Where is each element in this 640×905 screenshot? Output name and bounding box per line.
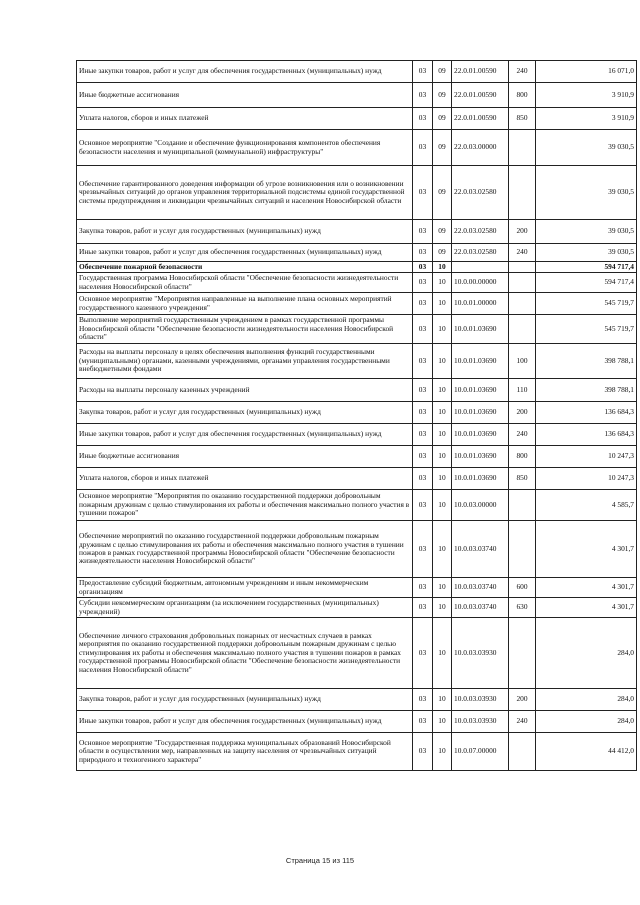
cell-expense-type — [509, 166, 536, 220]
cell-subsection: 09 — [433, 83, 452, 108]
cell-amount: 10 247,3 — [536, 468, 637, 490]
cell-section: 03 — [413, 424, 433, 446]
cell-section: 03 — [413, 262, 433, 273]
table-row — [77, 108, 637, 130]
cell-amount: 16 071,0 — [536, 61, 637, 83]
cell-name: Иные закупки товаров, работ и услуг для обеспечения государственных (муниципальных) нужд — [77, 61, 413, 83]
cell-subsection: 09 — [433, 166, 452, 220]
cell-name: Обеспечение мероприятий по оказанию государственной поддержки добровольным пожарным дружинам с целью стимулирования их работы и обеспечения максимально полного участия в тушении пожаров в рамках государственной программы Новосибирской области "Обеспечение безопасности жизнедеятельности населения Новосибирской области" — [77, 521, 413, 578]
cell-amount: 594 717,4 — [536, 262, 637, 273]
cell-target-article — [452, 262, 509, 273]
page-number: Страница 15 из 115 — [285, 856, 355, 865]
table-row — [77, 490, 637, 521]
table-row — [77, 244, 637, 262]
cell-amount: 545 719,7 — [536, 315, 637, 344]
cell-subsection: 10 — [433, 711, 452, 733]
cell-subsection: 09 — [433, 61, 452, 83]
cell-subsection: 10 — [433, 262, 452, 273]
cell-target-article: 10.0.01.03690 — [452, 402, 509, 424]
cell-target-article: 10.0.03.00000 — [452, 490, 509, 521]
cell-section: 03 — [413, 293, 433, 315]
cell-subsection: 10 — [433, 293, 452, 315]
cell-amount: 4 301,7 — [536, 521, 637, 578]
cell-target-article: 10.0.07.00000 — [452, 733, 509, 771]
cell-expense-type: 600 — [509, 578, 536, 598]
cell-subsection: 10 — [433, 618, 452, 689]
cell-target-article: 10.0.03.03740 — [452, 578, 509, 598]
table-row — [77, 166, 637, 220]
cell-amount: 39 030,5 — [536, 130, 637, 166]
cell-name: Государственная программа Новосибирской области "Обеспечение безопасности жизнедеятельности населения Новосибирской области" — [77, 273, 413, 293]
cell-name: Закупка товаров, работ и услуг для государственных (муниципальных) нужд — [77, 402, 413, 424]
cell-expense-type: 240 — [509, 711, 536, 733]
cell-target-article: 10.0.03.03930 — [452, 689, 509, 711]
cell-expense-type: 200 — [509, 402, 536, 424]
table-row — [77, 130, 637, 166]
cell-amount: 4 301,7 — [536, 598, 637, 618]
cell-target-article: 22.0.01.00590 — [452, 83, 509, 108]
cell-expense-type: 850 — [509, 468, 536, 490]
cell-expense-type: 240 — [509, 424, 536, 446]
cell-expense-type: 800 — [509, 83, 536, 108]
cell-section: 03 — [413, 402, 433, 424]
cell-subsection: 10 — [433, 578, 452, 598]
cell-target-article: 10.0.01.03690 — [452, 468, 509, 490]
cell-target-article: 10.0.01.03690 — [452, 344, 509, 379]
cell-expense-type — [509, 618, 536, 689]
cell-name: Обеспечение личного страхования добровольных пожарных от несчастных случаев в рамках мероприятия по оказанию государственной поддержки добровольным пожарным дружинам с целью стимулирования их работы и обеспечения максимально полного участия в тушении пожаров в рамках государственной программы Новосибирской области "Обеспечение безопасности жизнедеятельности населения Новосибирской области" — [77, 618, 413, 689]
cell-section: 03 — [413, 578, 433, 598]
cell-section: 03 — [413, 598, 433, 618]
cell-expense-type — [509, 130, 536, 166]
cell-target-article: 22.0.03.02580 — [452, 220, 509, 244]
cell-name: Иные бюджетные ассигнования — [77, 446, 413, 468]
table-row — [77, 379, 637, 402]
cell-section: 03 — [413, 521, 433, 578]
table-row — [77, 689, 637, 711]
cell-expense-type: 110 — [509, 379, 536, 402]
cell-expense-type — [509, 293, 536, 315]
cell-subsection: 10 — [433, 490, 452, 521]
cell-section: 03 — [413, 244, 433, 262]
table-row — [77, 315, 637, 344]
cell-amount: 39 030,5 — [536, 166, 637, 220]
cell-amount: 10 247,3 — [536, 446, 637, 468]
cell-name: Основное мероприятие "Мероприятия направленные на выполнение плана основных мероприятий государственного казенного учреждения" — [77, 293, 413, 315]
table-row — [77, 618, 637, 689]
cell-subsection: 10 — [433, 402, 452, 424]
cell-amount: 136 684,3 — [536, 402, 637, 424]
cell-name: Предоставление субсидий бюджетным, автономным учреждениям и иным некоммерческим организациям — [77, 578, 413, 598]
cell-subsection: 10 — [433, 446, 452, 468]
cell-amount: 39 030,5 — [536, 220, 637, 244]
cell-name: Иные закупки товаров, работ и услуг для обеспечения государственных (муниципальных) нужд — [77, 424, 413, 446]
table-row — [77, 273, 637, 293]
cell-section: 03 — [413, 490, 433, 521]
cell-target-article: 10.0.01.03690 — [452, 315, 509, 344]
cell-amount: 398 788,1 — [536, 344, 637, 379]
cell-name: Основное мероприятие "Мероприятия по оказанию государственной поддержки добровольным пожарным дружинам с целью стимулирования их работы и обеспечения максимально полного участия в тушении пожаров" — [77, 490, 413, 521]
table-row — [77, 468, 637, 490]
cell-amount: 284,0 — [536, 711, 637, 733]
cell-name: Расходы на выплаты персоналу казенных учреждений — [77, 379, 413, 402]
cell-target-article: 10.0.03.03740 — [452, 521, 509, 578]
cell-target-article: 10.0.01.03690 — [452, 424, 509, 446]
cell-name: Иные закупки товаров, работ и услуг для обеспечения государственных (муниципальных) нужд — [77, 711, 413, 733]
cell-subsection: 10 — [433, 598, 452, 618]
cell-name: Субсидии некоммерческим организациям (за исключением государственных (муниципальных) учреждений) — [77, 598, 413, 618]
cell-expense-type — [509, 315, 536, 344]
cell-section: 03 — [413, 344, 433, 379]
table-row — [77, 424, 637, 446]
budget-table-body — [77, 61, 637, 771]
cell-expense-type — [509, 273, 536, 293]
table-row — [77, 83, 637, 108]
budget-table — [76, 60, 637, 771]
cell-name: Уплата налогов, сборов и иных платежей — [77, 108, 413, 130]
table-row — [77, 521, 637, 578]
cell-name: Иные бюджетные ассигнования — [77, 83, 413, 108]
cell-section: 03 — [413, 446, 433, 468]
cell-expense-type: 240 — [509, 61, 536, 83]
cell-section: 03 — [413, 618, 433, 689]
cell-name: Уплата налогов, сборов и иных платежей — [77, 468, 413, 490]
cell-section: 03 — [413, 61, 433, 83]
cell-name: Расходы на выплаты персоналу в целях обеспечения выполнения функций государственными (муниципальными) органами, казенными учреждениями, органами управления государственными внебюджетными фондами — [77, 344, 413, 379]
cell-section: 03 — [413, 220, 433, 244]
cell-subsection: 10 — [433, 273, 452, 293]
cell-subsection: 10 — [433, 424, 452, 446]
cell-amount: 44 412,0 — [536, 733, 637, 771]
cell-subsection: 09 — [433, 244, 452, 262]
cell-expense-type: 100 — [509, 344, 536, 379]
cell-name: Закупка товаров, работ и услуг для государственных (муниципальных) нужд — [77, 220, 413, 244]
cell-amount: 136 684,3 — [536, 424, 637, 446]
cell-target-article: 10.0.03.03930 — [452, 618, 509, 689]
cell-amount: 284,0 — [536, 618, 637, 689]
cell-section: 03 — [413, 166, 433, 220]
cell-target-article: 22.0.03.00000 — [452, 130, 509, 166]
cell-target-article: 10.0.03.03930 — [452, 711, 509, 733]
cell-subsection: 10 — [433, 468, 452, 490]
cell-expense-type: 630 — [509, 598, 536, 618]
cell-subsection: 10 — [433, 315, 452, 344]
cell-name: Основное мероприятие "Создание и обеспечение функционирования компонентов обеспечения безопасности населения и муниципальной (коммунальной) инфраструктуры" — [77, 130, 413, 166]
cell-subsection: 10 — [433, 379, 452, 402]
cell-target-article: 10.0.01.03690 — [452, 446, 509, 468]
cell-name: Выполнение мероприятий государственным учреждением в рамках государственной программы Новосибирской области "Обеспечение безопасности жизнедеятельности населения Новосибирской области" — [77, 315, 413, 344]
cell-subsection: 09 — [433, 220, 452, 244]
cell-section: 03 — [413, 273, 433, 293]
table-row — [77, 711, 637, 733]
cell-name: Иные закупки товаров, работ и услуг для обеспечения государственных (муниципальных) нужд — [77, 244, 413, 262]
cell-section: 03 — [413, 379, 433, 402]
cell-amount: 39 030,5 — [536, 244, 637, 262]
cell-section: 03 — [413, 83, 433, 108]
table-row — [77, 293, 637, 315]
table-row — [77, 578, 637, 598]
cell-expense-type: 200 — [509, 689, 536, 711]
cell-subsection: 09 — [433, 108, 452, 130]
cell-subsection: 10 — [433, 521, 452, 578]
cell-section: 03 — [413, 130, 433, 166]
cell-subsection: 10 — [433, 344, 452, 379]
cell-subsection: 10 — [433, 689, 452, 711]
table-row — [77, 344, 637, 379]
cell-target-article: 10.0.03.03740 — [452, 598, 509, 618]
cell-name: Закупка товаров, работ и услуг для государственных (муниципальных) нужд — [77, 689, 413, 711]
cell-target-article: 22.0.01.00590 — [452, 108, 509, 130]
table-row — [77, 262, 637, 273]
cell-target-article: 10.0.01.03690 — [452, 379, 509, 402]
cell-name: Обеспечение гарантированного доведения информации об угрозе возникновения или о возникновении чрезвычайных ситуаций до органов управления территориальной подсистемы единой государственной системы предупреждения и ликвидации чрезвычайных ситуаций и населения Новосибирской области — [77, 166, 413, 220]
cell-expense-type: 200 — [509, 220, 536, 244]
cell-name: Обеспечение пожарной безопасности — [77, 262, 413, 273]
cell-expense-type — [509, 521, 536, 578]
cell-section: 03 — [413, 468, 433, 490]
cell-target-article: 22.0.03.02580 — [452, 244, 509, 262]
cell-section: 03 — [413, 733, 433, 771]
table-row — [77, 598, 637, 618]
cell-subsection: 10 — [433, 733, 452, 771]
cell-target-article: 10.0.01.00000 — [452, 293, 509, 315]
cell-target-article: 22.0.01.00590 — [452, 61, 509, 83]
cell-expense-type — [509, 262, 536, 273]
cell-amount: 398 788,1 — [536, 379, 637, 402]
cell-expense-type: 240 — [509, 244, 536, 262]
table-row — [77, 220, 637, 244]
table-row — [77, 402, 637, 424]
cell-expense-type: 800 — [509, 446, 536, 468]
table-row — [77, 446, 637, 468]
cell-subsection: 09 — [433, 130, 452, 166]
cell-amount: 4 301,7 — [536, 578, 637, 598]
table-row — [77, 733, 637, 771]
cell-amount: 545 719,7 — [536, 293, 637, 315]
cell-amount: 3 910,9 — [536, 83, 637, 108]
cell-amount: 3 910,9 — [536, 108, 637, 130]
cell-target-article: 10.0.00.00000 — [452, 273, 509, 293]
cell-section: 03 — [413, 315, 433, 344]
cell-section: 03 — [413, 108, 433, 130]
cell-amount: 284,0 — [536, 689, 637, 711]
cell-expense-type — [509, 733, 536, 771]
cell-name: Основное мероприятие "Государственная поддержка муниципальных образований Новосибирской области в осуществлении мер, направленных на защиту населения от чрезвычайных ситуаций природного и техногенного характера" — [77, 733, 413, 771]
cell-amount: 594 717,4 — [536, 273, 637, 293]
cell-section: 03 — [413, 689, 433, 711]
cell-target-article: 22.0.03.02580 — [452, 166, 509, 220]
cell-expense-type: 850 — [509, 108, 536, 130]
cell-amount: 4 585,7 — [536, 490, 637, 521]
cell-section: 03 — [413, 711, 433, 733]
cell-expense-type — [509, 490, 536, 521]
table-row — [77, 61, 637, 83]
